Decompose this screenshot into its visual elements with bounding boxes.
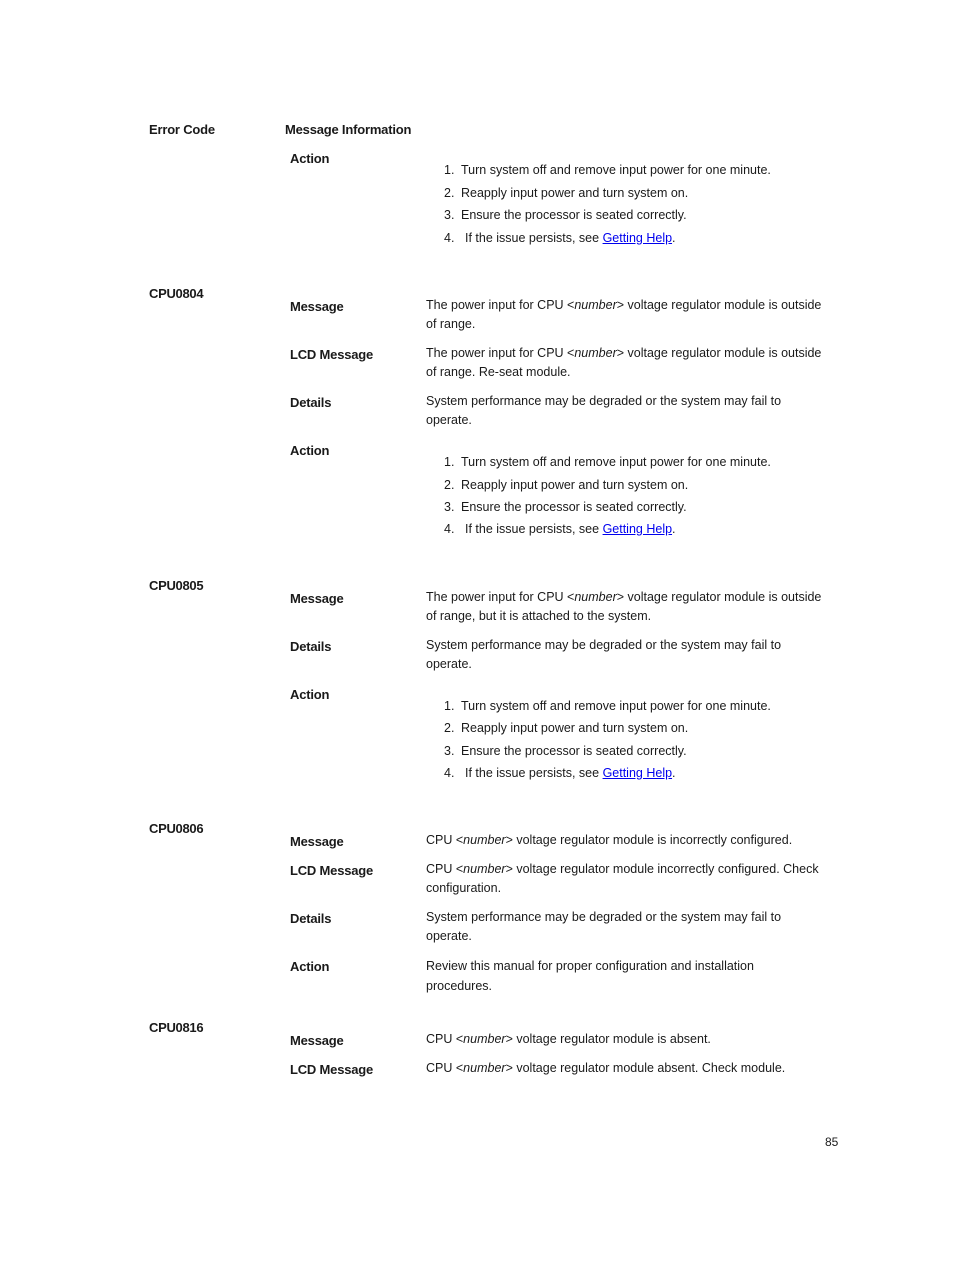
details-text: System performance may be degraded or the system may fail to operate.: [426, 638, 782, 671]
step-text: If the issue persists, see Getting Help.: [465, 766, 676, 780]
message-label: Message: [290, 834, 344, 849]
lcd-message-label: LCD Message: [290, 863, 374, 878]
step-text: Reapply input power and turn system on.: [461, 478, 689, 492]
lcd-message-text: CPU <number> voltage regulator module absent. Check module.: [426, 1061, 786, 1075]
column-header-message-information: Message Information: [285, 122, 412, 137]
step-text: If the issue persists, see Getting Help.: [465, 522, 676, 536]
details-label: Details: [290, 395, 332, 410]
step-number: 2.: [444, 721, 455, 735]
step-text: Reapply input power and turn system on.: [461, 186, 689, 200]
details-label: Details: [290, 911, 332, 926]
step-number: 4.: [444, 522, 455, 536]
lcd-message-label: LCD Message: [290, 1062, 374, 1077]
message-text: The power input for CPU <number> voltage regulator module is outside of range, but it is attached to the system.: [426, 590, 822, 623]
error-code-cpu0816: CPU0816: [149, 1020, 204, 1035]
lcd-message-text: The power input for CPU <number> voltage regulator module is outside of range. Re-seat module.: [426, 346, 822, 379]
step-number: 1.: [444, 163, 455, 177]
getting-help-link[interactable]: Getting Help: [602, 522, 673, 536]
message-label: Message: [290, 299, 344, 314]
column-header-error-code: Error Code: [149, 122, 215, 137]
lcd-message-label: LCD Message: [290, 347, 374, 362]
lcd-message-text: CPU <number> voltage regulator module incorrectly configured. Check configuration.: [426, 862, 819, 895]
details-text: System performance may be degraded or the system may fail to operate.: [426, 910, 782, 943]
step-number: 4.: [444, 766, 455, 780]
step-number: 3.: [444, 744, 455, 758]
step-number: 3.: [444, 208, 455, 222]
step-number: 2.: [444, 478, 455, 492]
action-label: Action: [290, 959, 330, 974]
message-label: Message: [290, 591, 344, 606]
step-text: Turn system off and remove input power for one minute.: [461, 163, 771, 177]
step-text: Ensure the processor is seated correctly.: [461, 500, 687, 514]
getting-help-link[interactable]: Getting Help: [602, 766, 673, 780]
step-number: 2.: [444, 186, 455, 200]
step-text: Turn system off and remove input power for one minute.: [461, 455, 771, 469]
message-text: CPU <number> voltage regulator module is incorrectly configured.: [426, 833, 793, 847]
details-label: Details: [290, 639, 332, 654]
message-text: The power input for CPU <number> voltage regulator module is outside of range.: [426, 298, 822, 331]
action-label: Action: [290, 443, 330, 458]
step-number: 1.: [444, 455, 455, 469]
step-number: 3.: [444, 500, 455, 514]
message-text: CPU <number> voltage regulator module is absent.: [426, 1032, 711, 1046]
details-text: System performance may be degraded or the system may fail to operate.: [426, 394, 782, 427]
step-number: 4.: [444, 231, 455, 245]
getting-help-link[interactable]: Getting Help: [602, 231, 673, 245]
step-text: If the issue persists, see Getting Help.: [465, 231, 676, 245]
step-text: Ensure the processor is seated correctly.: [461, 744, 687, 758]
step-text: Reapply input power and turn system on.: [461, 721, 689, 735]
error-code-cpu0805: CPU0805: [149, 578, 204, 593]
error-code-cpu0806: CPU0806: [149, 821, 204, 836]
step-text: Ensure the processor is seated correctly.: [461, 208, 687, 222]
message-label: Message: [290, 1033, 344, 1048]
step-number: 1.: [444, 699, 455, 713]
action-text: Review this manual for proper configuration and installation procedures.: [426, 959, 754, 993]
step-text: Turn system off and remove input power for one minute.: [461, 699, 771, 713]
action-label: Action: [290, 687, 330, 702]
error-code-cpu0804: CPU0804: [149, 286, 204, 301]
action-label: Action: [290, 151, 330, 166]
page-number: 85: [825, 1135, 839, 1149]
